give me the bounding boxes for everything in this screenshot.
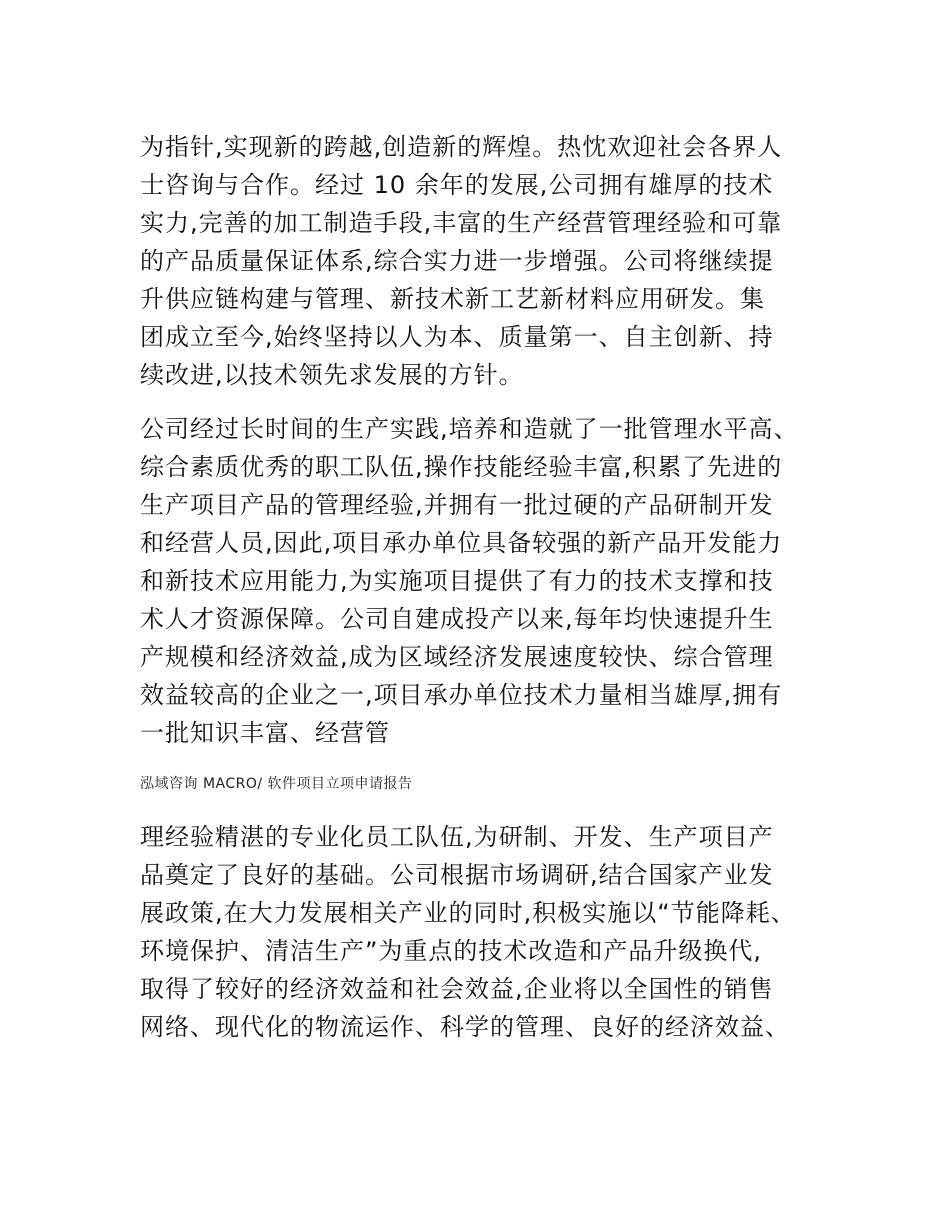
- text-line: 和新技术应用能力,为实施项目提供了有力的技术支撑和技: [140, 567, 774, 595]
- text-line: 环境保护、清洁生产”为重点的技术改造和产品升级换代,: [140, 937, 763, 965]
- text-line: 团成立至今,始终坚持以人为本、质量第一、自主创新、持: [140, 323, 774, 351]
- text-line: 效益较高的企业之一,项目承办单位技术力量相当雄厚,拥有: [140, 681, 783, 709]
- text-line: 升供应链构建与管理、新技术新工艺新材料应用研发。集: [140, 285, 765, 313]
- text-line: 的产品质量保证体系,综合实力进一步增强。公司将继续提: [140, 247, 774, 275]
- text-line: 和经营人员,因此,项目承办单位具备较强的新产品开发能力: [140, 529, 783, 557]
- text-line: 品奠定了良好的基础。公司根据市场调研,结合国家产业发: [140, 861, 774, 889]
- text-line: 续改进,以技术领先求发展的方针。: [140, 361, 524, 389]
- text-line: 为指针,实现新的跨越,创造新的辉煌。热忱欢迎社会各界人: [140, 133, 783, 161]
- page-footer: 泓域咨询 MACRO/ 软件项目立项申请报告: [140, 776, 413, 792]
- text-line: 术人才资源保障。公司自建成投产以来,每年均快速提升生: [140, 605, 774, 633]
- text-line: 理经验精湛的专业化员工队伍,为研制、开发、生产项目产: [140, 823, 774, 851]
- text-line: 一批知识丰富、经营管: [140, 719, 390, 747]
- paragraph-1: [140, 128, 820, 394]
- text-line: 产规模和经济效益,成为区域经济发展速度较快、综合管理: [140, 643, 774, 671]
- text-line: 实力,完善的加工制造手段,丰富的生产经营管理经验和可靠: [140, 209, 783, 237]
- text-line: 士咨询与合作。经过 10 余年的发展,公司拥有雄厚的技术: [140, 171, 774, 199]
- paragraph-2: [140, 410, 820, 752]
- text-line: 网络、现代化的物流运作、科学的管理、良好的经济效益、: [140, 1013, 790, 1041]
- text-line: 取得了较好的经济效益和社会效益,企业将以全国性的销售: [140, 975, 774, 1003]
- text-line: 生产项目产品的管理经验,并拥有一批过硬的产品研制开发: [140, 491, 774, 519]
- text-line: 展政策,在大力发展相关产业的同时,积极实施以“节能降耗、: [140, 899, 796, 927]
- text-line: 综合素质优秀的职工队伍,操作技能经验丰富,积累了先进的: [140, 453, 783, 481]
- text-line: 公司经过长时间的生产实践,培养和造就了一批管理水平高、: [140, 415, 799, 443]
- paragraph-3: [140, 818, 820, 1046]
